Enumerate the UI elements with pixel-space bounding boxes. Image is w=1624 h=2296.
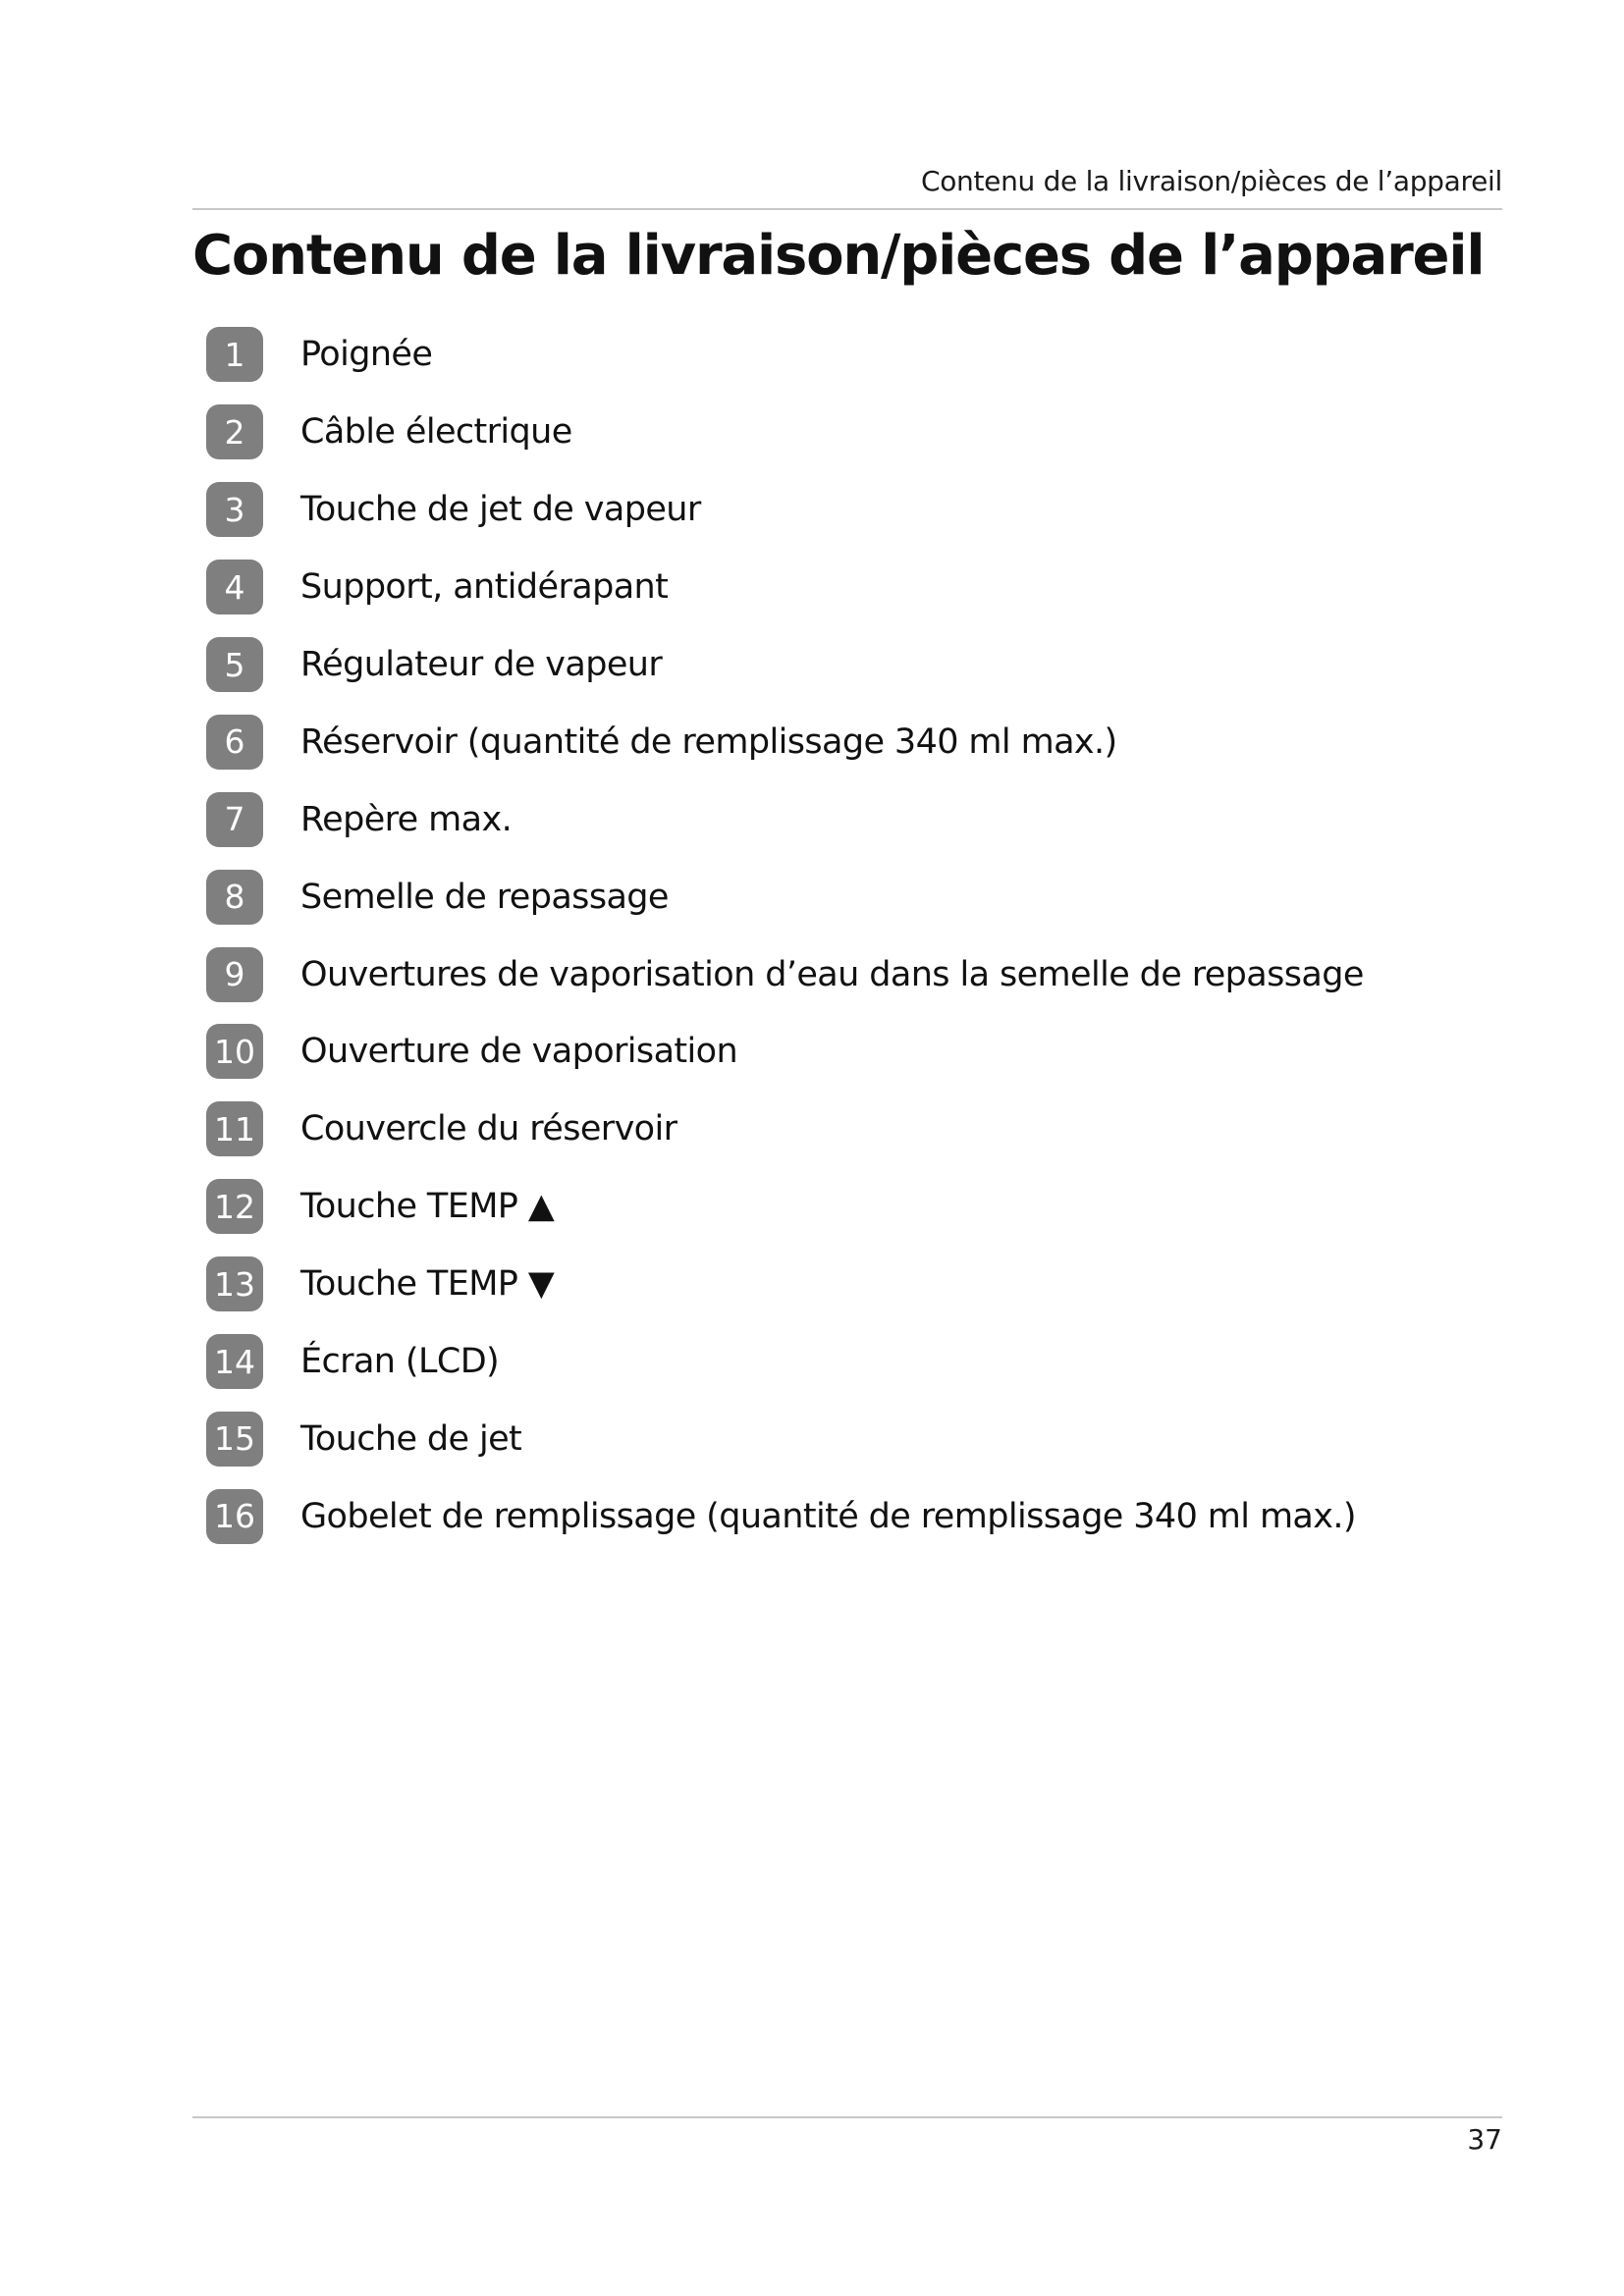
page-title: Contenu de la livraison/pièces de l’appareil (192, 224, 1485, 288)
parts-list (206, 316, 1364, 1555)
item-number-badge: 10 (206, 1024, 263, 1079)
item-number-badge: 12 (206, 1179, 263, 1234)
item-label: Écran (LCD) (300, 1342, 500, 1382)
list-item (206, 1091, 1364, 1168)
item-label: Gobelet de remplissage (quantité de remplissage 340 ml max.) (300, 1496, 1356, 1536)
item-label: Réservoir (quantité de remplissage 340 ml max.) (300, 721, 1117, 762)
list-item (206, 1246, 1364, 1323)
item-number-badge: 14 (206, 1334, 263, 1389)
list-item (206, 780, 1364, 858)
list-item (206, 1013, 1364, 1091)
item-number-badge: 7 (206, 792, 263, 847)
list-item (206, 316, 1364, 394)
footer-divider (192, 2116, 1502, 2118)
item-number-badge: 6 (206, 715, 263, 770)
item-number-badge: 16 (206, 1489, 263, 1544)
list-item (206, 549, 1364, 626)
item-number-badge: 5 (206, 637, 263, 692)
item-number-badge: 8 (206, 870, 263, 925)
item-label: Câble électrique (300, 412, 572, 453)
item-number-badge: 13 (206, 1256, 263, 1311)
item-number-badge: 3 (206, 482, 263, 537)
list-item (206, 858, 1364, 935)
running-header: Contenu de la livraison/pièces de l’appareil (920, 165, 1502, 197)
list-item (206, 935, 1364, 1013)
item-label: Touche de jet (300, 1418, 522, 1459)
item-number-badge: 1 (206, 327, 263, 382)
item-label: Poignée (300, 335, 433, 375)
list-item (206, 1477, 1364, 1555)
list-item (206, 394, 1364, 471)
item-label: Repère max. (300, 799, 513, 839)
item-number-badge: 9 (206, 947, 263, 1002)
list-item (206, 626, 1364, 704)
list-item (206, 471, 1364, 549)
item-label: Touche TEMP ▼ (300, 1264, 555, 1305)
item-label: Ouverture de vaporisation (300, 1032, 738, 1072)
item-number-badge: 2 (206, 404, 263, 459)
header-divider (192, 208, 1502, 210)
item-label: Touche TEMP ▲ (300, 1187, 555, 1227)
page-number: 37 (1467, 2123, 1502, 2156)
list-item (206, 1400, 1364, 1477)
item-label: Couvercle du réservoir (300, 1109, 677, 1149)
item-number-badge: 4 (206, 560, 263, 614)
item-number-badge: 15 (206, 1412, 263, 1467)
item-label: Touche de jet de vapeur (300, 490, 701, 530)
list-item (206, 1168, 1364, 1246)
list-item (206, 703, 1364, 780)
item-label: Semelle de repassage (300, 877, 669, 917)
item-label: Ouvertures de vaporisation d’eau dans la semelle de repassage (300, 954, 1364, 994)
list-item (206, 1323, 1364, 1401)
item-label: Support, antidérapant (300, 567, 669, 608)
item-label: Régulateur de vapeur (300, 645, 663, 684)
item-number-badge: 11 (206, 1101, 263, 1156)
